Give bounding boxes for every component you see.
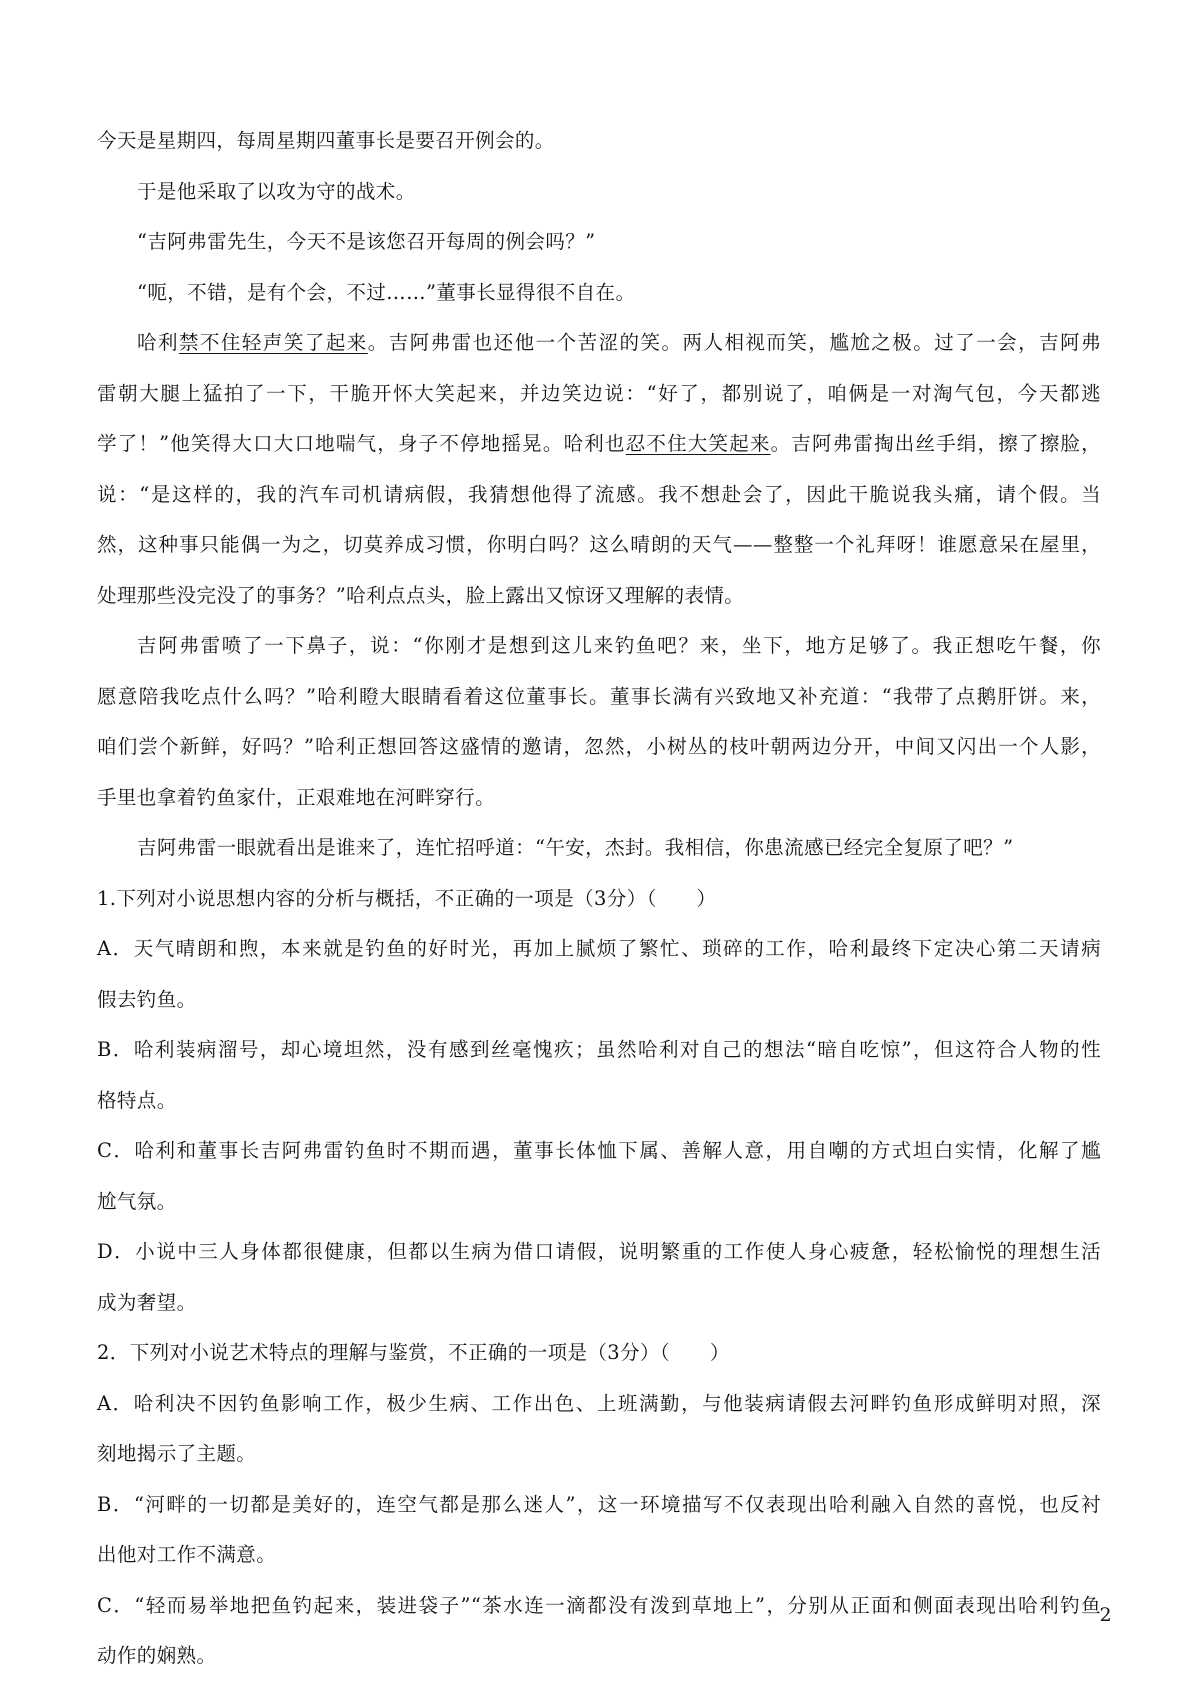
passage-line [97, 318, 1101, 369]
page-content [97, 116, 1101, 1682]
passage-line: 处理那些没完没了的事务？”哈利点点头，脸上露出又惊讶又理解的表情。 [97, 583, 745, 607]
passage-line: 然，这种事只能偶一为之，切莫养成习惯，你明白吗？这么晴朗的天气——整整一个礼拜呀！谁愿意呆在屋里， [97, 533, 1101, 556]
passage-line: 说：“是这样的，我的汽车司机请病假，我猜想他得了流感。我不想赴会了，因此干脆说我头痛，请个假。当 [97, 482, 1101, 506]
passage-line: 吉阿弗雷一眼就看出是谁来了，连忙招呼道：“午安，杰封。我相信，你患流感已经完全复原了吧？” [137, 836, 1014, 859]
passage-line: 手里也拿着钓鱼家什，正艰难地在河畔穿行。 [97, 785, 496, 809]
passage-line: 咱们尝个新鲜，好吗？”哈利正想回答这盛情的邀请，忽然，小树丛的枝叶朝两边分开，中间又闪出一个人影， [97, 735, 1101, 758]
passage-line: 雷朝大腿上猛拍了一下，干脆开怀大笑起来，并边笑边说：“好了，都别说了，咱俩是一对淘气包，今天都逃 [97, 381, 1101, 405]
passage-text: 。吉阿弗雷也还他一个苦涩的笑。两人相视而笑，尴尬之极。过了一会，吉阿弗 [367, 331, 1101, 354]
passage-text: 哈利 [137, 331, 179, 354]
option-c: C．哈利和董事长吉阿弗雷钓鱼时不期而遇，董事长体恤下属、善解人意，用自嘲的方式坦白实情，化解了尴 [97, 1139, 1101, 1162]
option-b: B．“河畔的一切都是美好的，连空气都是那么迷人”，这一环境描写不仅表现出哈利融入自然的喜悦，也反衬 [97, 1492, 1101, 1516]
option-d-cont: 成为奢望。 [97, 1290, 197, 1314]
passage-line: “呃，不错，是有个会，不过……”董事长显得很不自在。 [137, 280, 636, 304]
page-number: 2 [1099, 1604, 1112, 1626]
passage-line: “吉阿弗雷先生，今天不是该您召开每周的例会吗？” [137, 230, 596, 253]
passage-line [97, 419, 1101, 470]
passage-line: 今天是星期四，每周星期四董事长是要召开例会的。 [97, 129, 555, 152]
passage-line: 愿意陪我吃点什么吗？”哈利瞪大眼睛看着这位董事长。董事长满有兴致地又补充道：“我带了点鹅肝饼。来， [97, 684, 1101, 708]
option-b: B．哈利装病溜号，却心境坦然，没有感到丝毫愧疚；虽然哈利对自己的想法“暗自吃惊”，但这符合人物的性 [97, 1038, 1101, 1061]
underlined-phrase: 禁不住轻声笑了起来 [178, 331, 368, 354]
option-c: C．“轻而易举地把鱼钓起来，装进袋子”“茶水连一滴都没有泼到草地上”，分别从正面和侧面表现出哈利钓鱼 [97, 1593, 1101, 1617]
passage-line: 吉阿弗雷喷了一下鼻子，说：“你刚才是想到这儿来钓鱼吧？来，坐下，地方足够了。我正想吃午餐，你 [137, 634, 1101, 657]
passage-text: 。吉阿弗雷掏出丝手绢，擦了擦脸， [770, 432, 1101, 455]
option-d: D．小说中三人身体都很健康，但都以生病为借口请假，说明繁重的工作使人身心疲惫，轻松愉悦的理想生活 [97, 1240, 1101, 1263]
option-c-cont: 动作的娴熟。 [97, 1644, 217, 1667]
option-a: A．哈利决不因钓鱼影响工作，极少生病、工作出色、上班满勤，与他装病请假去河畔钓鱼形成鲜明对照，深 [97, 1391, 1101, 1415]
passage-line: 于是他采取了以攻为守的战术。 [137, 179, 416, 203]
underlined-phrase: 忍不住大笑起来 [625, 432, 771, 455]
option-c-cont: 尬气氛。 [97, 1189, 177, 1213]
option-b-cont: 出他对工作不满意。 [97, 1543, 277, 1566]
question-stem: 2．下列对小说艺术特点的理解与鉴赏，不正确的一项是（3分）（ ） [97, 1341, 730, 1364]
option-a: A．天气晴朗和煦，本来就是钓鱼的好时光，再加上腻烦了繁忙、琐碎的工作，哈利最终下定决心第二天请病 [97, 937, 1101, 960]
passage-text: 学了！”他笑得大口大口地喘气，身子不停地摇晃。哈利也 [97, 432, 626, 455]
question-stem: 1.下列对小说思想内容的分析与概括，不正确的一项是（3分）（ ） [97, 886, 717, 910]
option-a-cont: 假去钓鱼。 [97, 987, 197, 1011]
option-a-cont: 刻地揭示了主题。 [97, 1442, 257, 1465]
option-b-cont: 格特点。 [97, 1088, 177, 1112]
